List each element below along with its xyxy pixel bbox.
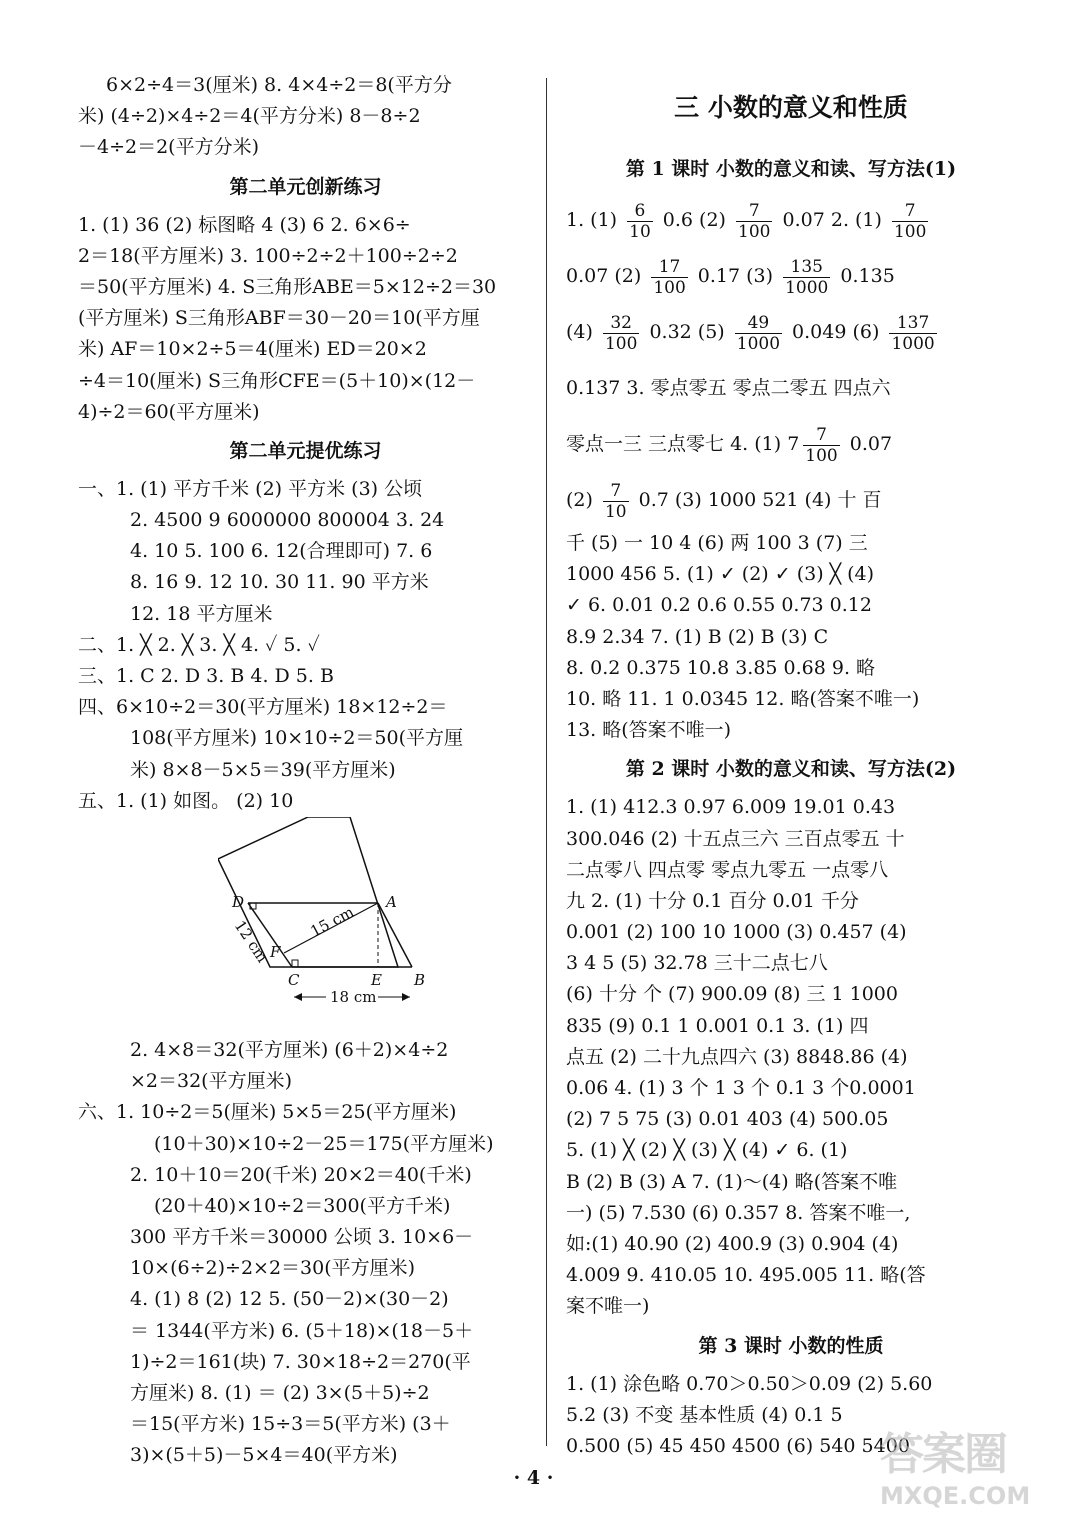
answer-line: 米) AF＝10×2÷5＝4(厘米) ED＝20×2 [78,338,427,361]
fraction [735,313,782,354]
numerator: 17 [651,257,687,278]
lesson2-title: 第 2 课时 小数的意义和读、写方法(2) [625,758,957,781]
chapter-title: 三 小数的意义和性质 [674,93,908,122]
lesson1-remaining-answers [566,528,1016,746]
answer-line: ✓ 6. 0.01 0.2 0.6 0.55 0.73 0.12 [566,594,872,617]
answer-line: 米) (4÷2)×4÷2＝4(平方分米) 8－8÷2 [78,105,421,128]
label-e: E [371,970,382,989]
improve-answers-part2 [78,1035,533,1472]
watermark-logo [880,1418,1030,1510]
answer-text: 0.32 (5) [643,321,731,343]
answer-line: 米) 8×8－5×5＝39(平方厘米) [130,758,396,781]
denominator: 10 [604,501,627,522]
answer-line: B (2) B (3) A 7. (1)～(4) 略(答案不唯 [566,1170,898,1193]
fraction [603,481,629,522]
answer-line: 108(平方厘米) 10×10÷2＝50(平方厘 [130,727,464,750]
answer-line: 一、1. (1) 平方千米 (2) 平方米 (3) 公顷 [78,477,423,500]
answer-text: 0.07 (2) [566,265,648,287]
answer-text: 1. (1) [566,209,624,231]
denominator: 100 [738,221,771,242]
answer-line: 千 (5) 一 10 4 (6) 两 100 3 (7) 三 [566,532,868,554]
denominator: 10 [629,221,651,242]
numerator: 7 [603,481,629,502]
watermark-top-text: 答案圈 [880,1429,1006,1480]
numerator: 7 [736,201,772,222]
lesson1-fraction-line [566,472,1016,528]
answer-text: 0.07 [843,433,893,455]
answer-text: 0.07 2. (1) [776,209,888,231]
fraction [783,257,830,298]
arrowhead-left [294,993,302,1001]
answer-line: 1)÷2＝161(块) 7. 30×18÷2＝270(平 [130,1350,471,1373]
answer-line: (平方厘米) S三角形ABF＝30－20＝10(平方厘 [78,307,480,330]
label-d: D [232,892,245,911]
answer-line: 3)×(5＋5)－5×4＝40(平方米) [130,1444,398,1467]
denominator: 100 [805,445,838,466]
length-15cm: 15 cm [307,902,357,941]
arrowhead-right [402,993,410,1001]
section-heading-innovation: 第二单元创新练习 [229,175,382,198]
answer-line: 如:(1) 40.90 (2) 400.9 (3) 0.904 (4) [566,1232,899,1255]
answer-line: 四、6×10÷2＝30(平方厘米) 18×12÷2＝ [78,696,448,719]
label-a: A [386,892,397,911]
answer-line: 2＝18(平方厘米) 3. 100÷2÷2＋100÷2÷2 [78,244,458,267]
answer-line: 五、1. (1) 如图。 (2) 10 [78,789,294,812]
left-column [78,70,533,1472]
numerator: 32 [603,313,639,334]
watermark-bottom-text: MXQE.COM [880,1482,1031,1510]
answer-line: 1. (1) 涂色略 0.70＞0.50＞0.09 (2) 5.60 [566,1372,933,1395]
answer-line: 1. (1) 36 (2) 标图略 4 (3) 6 2. 6×6÷ [78,213,411,236]
numerator: 135 [783,257,830,278]
lesson1-fraction-answers [566,192,1016,360]
denominator: 100 [653,277,686,298]
answer-line: 3 4 5 (5) 32.78 三十二点七八 [566,952,828,975]
fraction-answer-line [566,248,1016,304]
answer-text: (4) [566,321,599,343]
answer-line: (6) 十分 个 (7) 900.09 (8) 三 1 1000 [566,983,898,1006]
answer-line: (20＋40)×10÷2＝300(平方千米) [154,1194,451,1217]
continued-answers [78,70,533,164]
answer-line: ＝ 1344(平方米) 6. (5＋18)×(18－5＋ [130,1319,474,1342]
label-f: F [270,942,281,961]
answer-line: 一) (5) 7.530 (6) 0.357 8. 答案不唯一, [566,1201,911,1224]
innovation-answers [78,210,533,428]
answer-line: 0.001 (2) 100 10 1000 (3) 0.457 (4) [566,921,907,944]
answer-line: 8. 16 9. 12 10. 30 11. 90 平方米 [130,571,429,594]
answer-line: 二点零八 四点零 零点九零五 一点零八 [566,858,889,881]
answer-line: 1000 456 5. (1) ✓ (2) ✓ (3) ╳ (4) [566,563,875,586]
fraction [651,257,687,298]
denominator: 100 [604,333,638,354]
answer-line: －4÷2＝2(平方分米) [78,136,260,159]
answer-line: 4. (1) 8 (2) 12 5. (50－2)×(30－2) [130,1288,449,1311]
answer-line: 点五 (2) 二十九点四六 (3) 8848.86 (4) [566,1045,908,1068]
label-b: B [414,970,426,989]
numerator: 137 [889,313,936,334]
answer-line: 二、1. ╳ 2. ╳ 3. ╳ 4. ✓ 5. ✓ [78,633,320,656]
denominator: 100 [893,221,927,242]
denominator: 1000 [736,333,781,354]
answer-line: 1. (1) 412.3 0.97 6.009 19.01 0.43 [566,796,896,819]
right-angle-c [292,960,298,967]
fraction-answer-line [566,192,1016,248]
answer-text: 0.049 (6) [786,321,886,343]
geometry-figure [78,817,533,1035]
answer-line: ÷4＝10(厘米) S三角形CFE＝(5＋10)×(12－ [78,369,476,392]
answer-text: 0.7 (3) 1000 521 (4) 十 百 [632,489,882,511]
answer-line: 300.046 (2) 十五点三六 三百点零五 十 [566,827,905,850]
answer-line: 8.9 2.34 7. (1) B (2) B (3) C [566,625,829,648]
answer-line: ＝50(平方厘米) 4. S三角形ABE＝5×12÷2＝30 [78,275,497,298]
answer-line: 4.009 9. 410.05 10. 495.005 11. 略(答 [566,1264,926,1287]
answer-line: ×2＝32(平方厘米) [130,1070,293,1093]
denominator: 1000 [785,277,829,298]
fraction [803,425,839,466]
answer-line: 方厘米) 8. (1) ＝ (2) 3×(5＋5)÷2 [130,1382,430,1404]
fraction-answer-line [566,472,1016,528]
answer-line: (10＋30)×10÷2－25＝175(平方厘米) [154,1132,494,1155]
answer-line: 案不唯一) [566,1295,650,1318]
answer-line: (2) 7 5 75 (3) 0.01 403 (4) 500.05 [566,1108,889,1131]
column-divider [546,78,547,1446]
answer-line: 5.2 (3) 不变 基本性质 (4) 0.1 5 [566,1403,843,1426]
answer-line: 300 平方千米＝30000 公顷 3. 10×6－ [130,1226,474,1249]
answer-line: 12. 18 平方厘米 [130,602,273,625]
answer-line: 6×2÷4＝3(厘米) 8. 4×4÷2＝8(平方分 [106,74,452,96]
lesson3-title: 第 3 课时 小数的性质 [698,1334,884,1357]
numerator: 7 [803,425,839,446]
answer-text: 零点一三 三点零七 4. (1) 7 [566,433,800,455]
length-18cm: 18 cm [330,987,377,1006]
answer-line: 5. (1) ╳ (2) ╳ (3) ╳ (4) ✓ 6. (1) [566,1139,848,1162]
right-column [566,70,1016,1462]
answer-line: 2. 10＋10＝20(千米) 20×2＝40(千米) [130,1163,472,1186]
section-heading-improve: 第二单元提优练习 [229,439,382,462]
fraction-answer-line [566,416,1016,472]
numerator: 49 [735,313,782,334]
page-number: · 4 · [513,1467,554,1489]
answer-text: (2) [566,489,599,511]
numerator: 6 [627,201,653,222]
answer-line: 2. 4×8＝32(平方厘米) (6＋2)×4÷2 [130,1038,449,1061]
lesson1-title: 第 1 课时 小数的意义和读、写方法(1) [625,158,957,180]
answer-text: 0.135 [834,265,895,287]
fraction [603,313,639,354]
lesson2-answers [566,792,1016,1322]
answer-line: 4)÷2＝60(平方厘米) [78,400,260,423]
fraction [889,313,936,354]
answer-line: 8. 0.2 0.375 10.8 3.85 0.68 9. 略 [566,656,876,679]
answer-text: 0.6 (2) [656,209,733,231]
answer-line: 10. 略 11. 1 0.0345 12. 略(答案不唯一) [566,687,920,710]
fraction [736,201,772,242]
answer-text: 0.17 (3) [691,265,780,287]
fraction [627,201,653,242]
answer-line: 10×(6÷2)÷2×2＝30(平方厘米) [130,1257,416,1280]
answer-line: 2. 4500 9 6000000 800004 3. 24 [130,509,445,532]
answer-line: 三、1. C 2. D 3. B 4. D 5. B [78,665,334,687]
numerator: 7 [892,201,928,222]
answer-line: ＝15(平方米) 15÷3＝5(平方米) (3＋ [130,1413,451,1436]
label-c: C [288,970,300,989]
fraction [892,201,928,242]
answer-line: 13. 略(答案不唯一) [566,719,732,742]
answer-line: 0.500 (5) 45 450 4500 (6) 540 5400 [566,1434,910,1457]
answer-line: 0.06 4. (1) 3 个 1 3 个 0.1 3 个0.0001 [566,1077,916,1099]
answer-line: 六、1. 10÷2＝5(厘米) 5×5＝25(平方厘米) [78,1101,457,1124]
answer-line: 0.137 3. 零点零五 零点二零五 四点六 [566,377,891,399]
answer-line: 4. 10 5. 100 6. 12(合理即可) 7. 6 [130,540,433,563]
answer-line: 835 (9) 0.1 1 0.001 0.1 3. (1) 四 [566,1014,869,1037]
trapezoid-diagram [218,817,428,1035]
answer-line: 九 2. (1) 十分 0.1 百分 0.01 千分 [566,889,859,912]
improve-answers-part1 [78,474,533,817]
lesson1-middle-answers [566,360,1016,472]
denominator: 1000 [891,333,935,354]
length-12cm: 12 cm [230,917,272,966]
fraction-answer-line [566,304,1016,360]
